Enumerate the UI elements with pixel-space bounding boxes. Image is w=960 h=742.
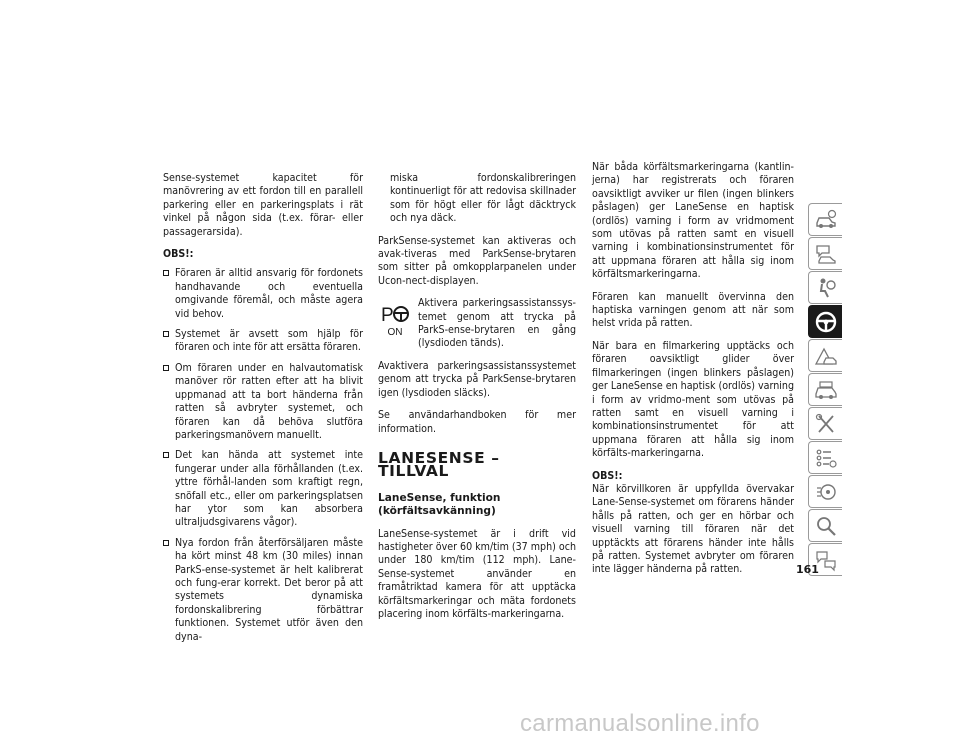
checklist-icon [814, 446, 838, 470]
text-column-3 [592, 161, 794, 586]
paragraph: Se användarhandboken för mer information. [378, 409, 576, 435]
text-column-2 [378, 172, 576, 630]
note-label: OBS!: [592, 469, 623, 482]
tab-warning-car[interactable] [808, 339, 842, 372]
tools-icon [814, 412, 838, 436]
paragraph: Föraren kan manuellt övervinna den haptiska varningen genom att när som helst vrida på ratten. [592, 290, 794, 330]
multimedia-icon [814, 480, 838, 504]
paragraph: När körvillkoren är uppfyllda övervakar Lane-Sense-systemet om förarens händer hålls på ratten, och ger en hörbar och visuell varning till föraren när det upptäckts att förarens händer inte hålls på ratten. Systemet avbryter om föraren inte lägger händerna på ratten. [592, 482, 794, 576]
bullet-item: Det kan hända att systemet inte fungerar under alla förhållanden (t.ex. yttre förhål-landen som kraftigt regn, snöfall etc., eller om parkeringsplatsen har ytor som kan absorbera ultraljudsgivarens vågor). [163, 449, 363, 529]
note-label: OBS!: [163, 248, 194, 261]
on-label: ON [387, 327, 403, 339]
bullet-continuation: miska fordonskalibreringen kontinuerligt för att redovisa skillnader som för högt eller för lågt däcktryck och nya däck. [390, 172, 576, 225]
airbag-icon [814, 276, 838, 300]
tab-car-message[interactable] [808, 237, 842, 270]
bullet-item: Systemet är avsett som hjälp för föraren och inte för att ersätta föraren. [163, 328, 363, 355]
parksense-p-steering-icon [381, 303, 409, 325]
bullet-item: Föraren är alltid ansvarig för fordonets handhavande och eventuella omgivande föremål, och måste agera vid behov. [163, 267, 363, 321]
tab-car-info[interactable] [808, 203, 842, 236]
bullet-list [163, 267, 363, 644]
watermark: carmanualsonline.info [520, 710, 760, 737]
steering-wheel-icon [814, 310, 838, 334]
tab-search-index[interactable] [808, 509, 842, 542]
tab-tools[interactable] [808, 407, 842, 440]
paragraph: ParkSense-systemet kan aktiveras och avak-tiveras med ParkSense-brytaren som sitter på omkopplarpanelen under Ucon-nect-displayen. [378, 234, 576, 287]
paragraph: När bara en filmarkering upptäcks och föraren oavsiktligt glider över filmarkeringen (ingen blinkers påslagen) ger LaneSense en haptisk (ordlös) varning i form av vridmo-ment som utövas på ratten samt en visuell varning i kombinationsinstrumentet för att uppmana föraren att hålla sig inom körfälts-markeringarna. [592, 339, 795, 460]
svg-text:P: P [381, 305, 394, 326]
chapter-tabs [808, 203, 842, 577]
paragraph: Sense-systemet kapacitet för manövrering av ett fordon till en parallell parkering eller en parkeringsplats i rät vinkel på någon sida (t.ex. förar- eller passagerarsida). [163, 172, 363, 238]
tab-airbag[interactable] [808, 271, 842, 304]
bullet-item: Nya fordon från återförsäljaren måste ha kört minst 48 km (30 miles) innan ParkS-ense-systemet är helt kalibrerat och fung-erar korrekt. Det beror på att systemets dynamiska fordonskalibrering förbättrar funktionen. Systemet utför även den dyna- [163, 537, 363, 644]
icon-description: Aktivera parkeringsassistanssys-temet genom att trycka på ParkS-ense-brytaren en gång (lysdioden tänds). [418, 297, 576, 350]
parksense-switch-icon [378, 297, 412, 351]
car-info-icon [814, 208, 838, 232]
tab-checklist[interactable] [808, 441, 842, 474]
paragraph: När båda körfältsmarkeringarna (kantlin-jerna) har registrerats och föraren oavsiktligt avviker ur filen (ingen blinkers påslagen) ger LaneSense en haptisk (ordlös) varning i form av vridmoment som utövas på ratten samt en visuell varning i kombinationsinstrumentet för att uppmana föraren att hålla sig inom körfältsmarkeringarna. [592, 161, 794, 281]
text-column-1 [163, 172, 363, 651]
section-heading: LANESENSE – TILLVAL [378, 448, 500, 481]
car-message-icon [814, 242, 838, 266]
search-index-icon [814, 514, 838, 538]
tab-steering-wheel[interactable] [808, 305, 842, 338]
service-car-icon [814, 378, 838, 402]
paragraph: LaneSense-systemet är i drift vid hastigheter över 60 km/tim (37 mph) och under 180 km/tim (112 mph). Lane-Sense-systemet använder en framåtriktad kamera för att upptäcka körfältsmarkeringar och mäta fordonets placering inom körfälts-markeringarna. [378, 527, 576, 620]
tab-multimedia[interactable] [808, 475, 842, 508]
paragraph: Avaktivera parkeringsassistanssystemet genom att trycka på ParkSense-brytaren igen (lysdioden släcks). [378, 359, 576, 399]
warning-car-icon [814, 344, 838, 368]
parksense-icon-row [378, 297, 576, 351]
subsection-heading: LaneSense, funktion (körfältsavkänning) [378, 491, 501, 518]
page-number: 161 [796, 563, 819, 576]
bullet-item: Om föraren under en halvautomatisk manöver rör ratten efter att ha blivit uppmanad att ta bort händerna från ratten så avbryter systemet, och föraren kan då behöva slutföra parkeringsmanövern manuellt. [163, 362, 363, 442]
tab-service-car[interactable] [808, 373, 842, 406]
